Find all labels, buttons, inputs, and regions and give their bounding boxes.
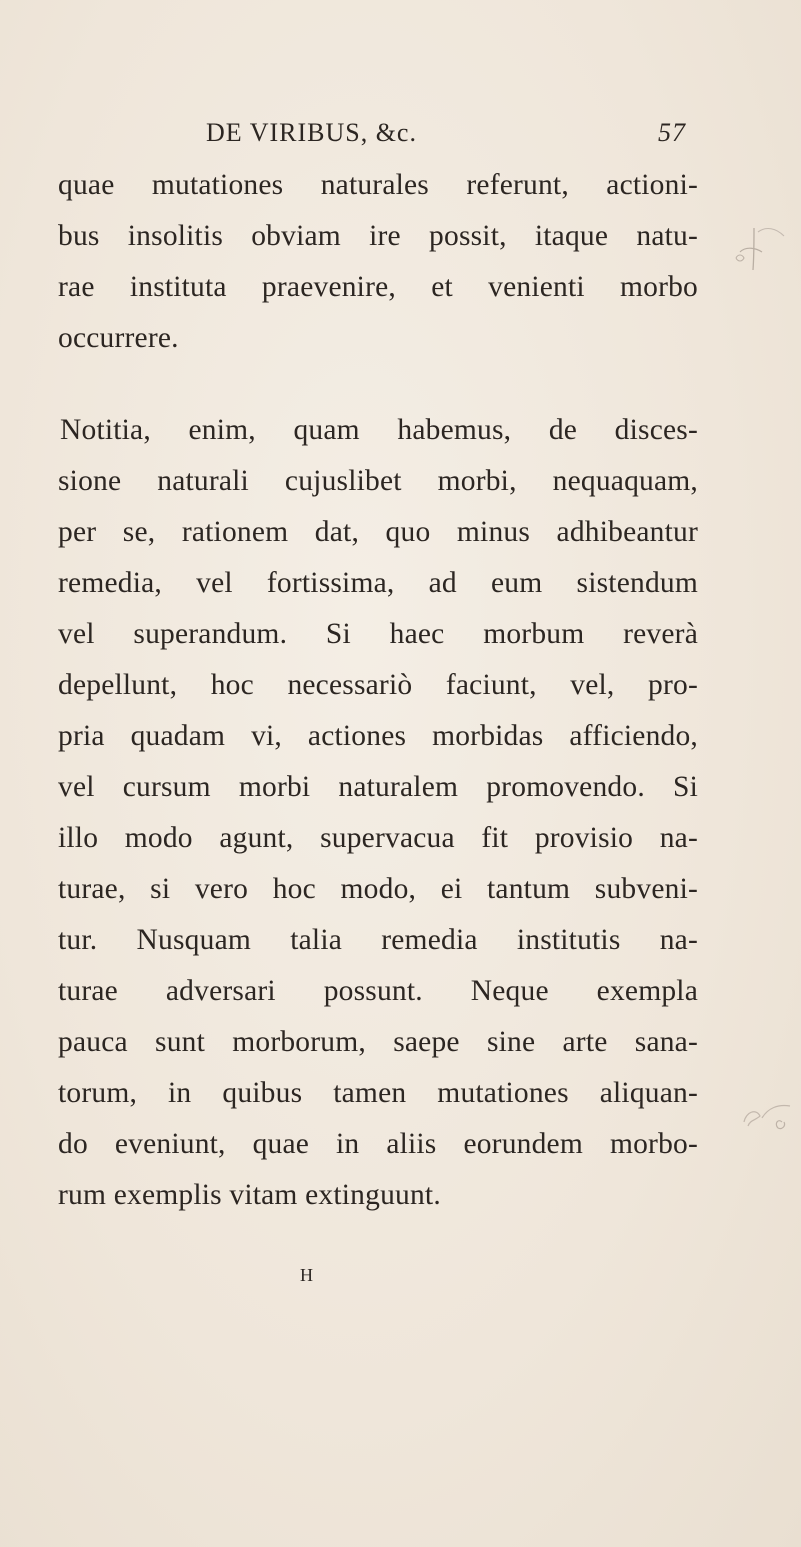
text-line: rae instituta praevenire, et venienti morbo (58, 271, 698, 303)
page-number: 57 (658, 118, 686, 147)
text-line: bus insolitis obviam ire possit, itaque natu- (58, 220, 698, 252)
paragraph-gap (58, 364, 698, 405)
text-line: rum exemplis vitam extinguunt. (58, 1179, 441, 1211)
margin-pencil-mark-icon (732, 222, 792, 282)
text-line: do eveniunt, quae in aliis eorundem morbo- (58, 1128, 698, 1160)
text-line: remedia, vel fortissima, ad eum sistendum (58, 567, 698, 599)
text-line: sione naturali cujuslibet morbi, nequaquam, (58, 465, 698, 497)
text-line: tur. Nusquam talia remedia institutis na- (58, 924, 698, 956)
text-line: vel cursum morbi naturalem promovendo. Si (58, 771, 698, 803)
running-head (206, 118, 686, 154)
text-line: torum, in quibus tamen mutationes aliquan- (58, 1077, 698, 1109)
body-text (58, 160, 698, 1221)
text-line: vel superandum. Si haec morbum reverà (58, 618, 698, 650)
text-line: illo modo agunt, supervacua fit provisio na- (58, 822, 698, 854)
text-line: depellunt, hoc necessariò faciunt, vel, pro- (58, 669, 698, 701)
text-line: pria quadam vi, actiones morbidas afficiendo, (58, 720, 698, 752)
paragraph-1 (58, 160, 698, 364)
text-line: Notitia, enim, quam habemus, de disces- (60, 414, 698, 446)
text-line: turae, si vero hoc modo, ei tantum subveni- (58, 873, 698, 905)
text-line: per se, rationem dat, quo minus adhibeantur (58, 516, 698, 548)
text-line: turae adversari possunt. Neque exempla (58, 975, 698, 1007)
margin-pencil-mark-icon (738, 1096, 796, 1144)
signature-mark: H (300, 1265, 314, 1285)
text-line: quae mutationes naturales referunt, actioni- (58, 169, 698, 201)
running-head-title: DE VIRIBUS, &c. (206, 118, 417, 147)
paragraph-2 (58, 405, 698, 1221)
text-line: pauca sunt morborum, saepe sine arte sana- (58, 1026, 698, 1058)
text-line: occurrere. (58, 322, 179, 354)
